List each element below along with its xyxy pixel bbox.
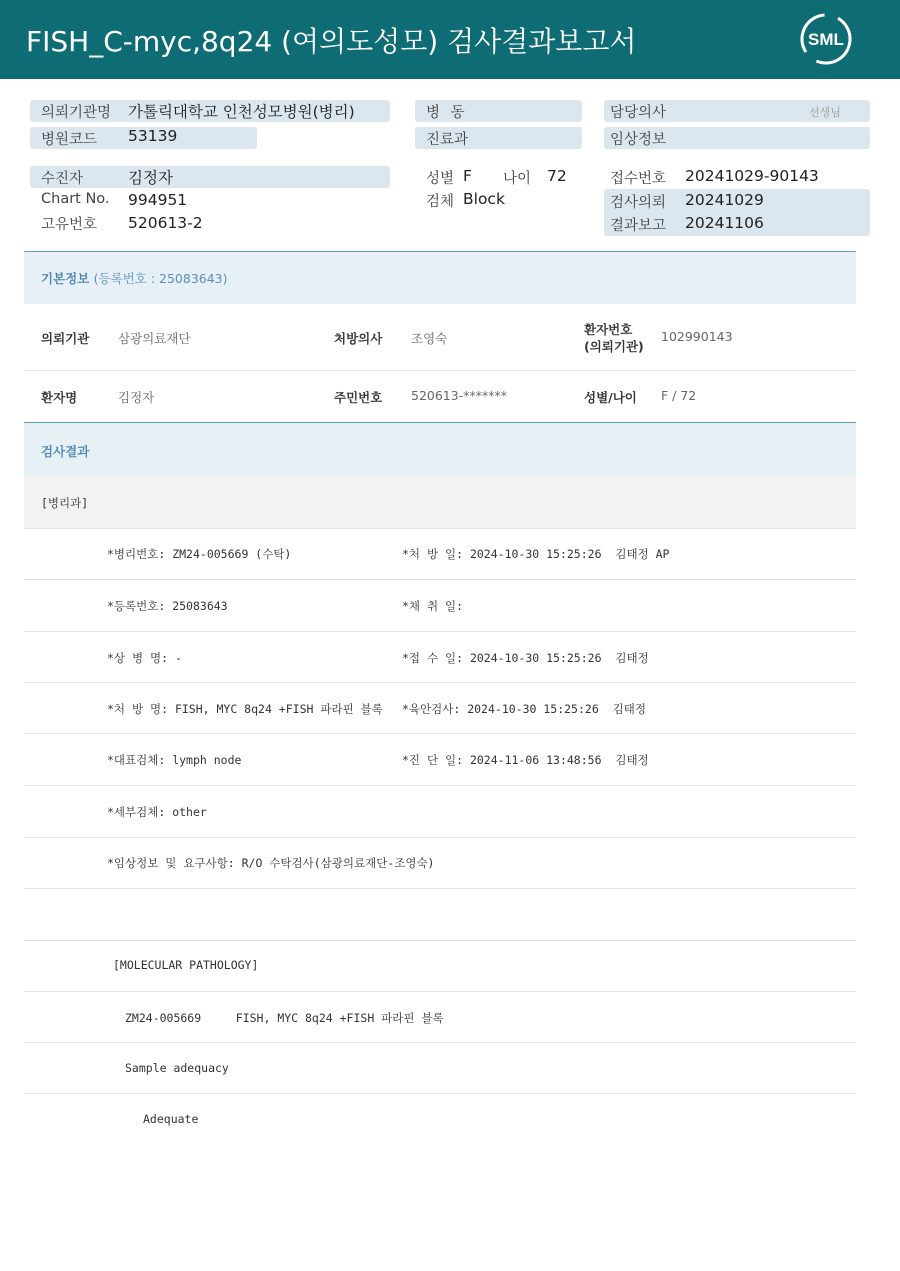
divider — [24, 1093, 856, 1094]
test-request-value: 20241029 — [685, 191, 764, 209]
age-label: 나이 — [503, 171, 532, 187]
receipt-label: 접수번호 — [610, 171, 667, 187]
specimen-label: 검체 — [426, 194, 455, 210]
sample-adequacy-label: Sample adequacy — [125, 1061, 229, 1075]
clinical-label: 임상정보 — [610, 132, 667, 148]
divider — [24, 888, 856, 889]
request-org-label: 의뢰기관명 — [41, 105, 112, 121]
prescriber-label: 처방의사 — [334, 331, 383, 346]
molecular-title: [MOLECULAR PATHOLOGY] — [113, 958, 259, 972]
hospital-code-value: 53139 — [128, 127, 178, 145]
patient-pill — [30, 166, 390, 188]
divider — [24, 370, 856, 371]
result-row-left: *상 병 명: - — [107, 651, 182, 665]
result-row-right: *육안검사: 2024-10-30 15:25:26 김태정 — [402, 702, 646, 716]
result-row-left: *대표검체: lymph node — [107, 753, 242, 767]
section-band — [24, 476, 856, 528]
patient-label: 수진자 — [41, 171, 84, 187]
chart-label: Chart No. — [41, 191, 110, 207]
result-row-left: *세부검체: other — [107, 805, 207, 819]
test-request-label: 검사의뢰 — [610, 195, 667, 211]
basic-info-title-text: 기본정보 — [41, 271, 90, 286]
request-org-value: 가톨릭대학교 인천성모병원(병리) — [128, 103, 355, 121]
result-report-label: 결과보고 — [610, 218, 667, 234]
name-value: 김정자 — [118, 390, 155, 405]
patno-value: 102990143 — [661, 329, 733, 344]
results-title: 검사결과 — [41, 444, 90, 459]
divider — [24, 631, 856, 632]
report-title: FISH_C-myc,8q24 (여의도성모) 검사결과보고서 — [26, 25, 637, 58]
divider — [24, 1042, 856, 1043]
sexage-label: 성별/나이 — [584, 390, 637, 405]
prescriber-value: 조영숙 — [411, 331, 448, 346]
result-row-right: *진 단 일: 2024-11-06 13:48:56 김태정 — [402, 753, 649, 767]
unique-label: 고유번호 — [41, 217, 98, 233]
divider — [24, 940, 856, 941]
molecular-line: ZM24-005669 FISH, MYC 8q24 +FISH 파라핀 블록 — [125, 1011, 444, 1025]
result-row-left: *병리번호: ZM24-005669 (수탁) — [107, 547, 292, 561]
logo-text: SML — [808, 30, 844, 49]
ward-label: 병 동 — [426, 105, 465, 121]
patient-value: 김정자 — [128, 169, 173, 187]
age-value: 72 — [547, 167, 567, 185]
divider — [24, 528, 856, 529]
sex-label: 성별 — [426, 171, 455, 187]
result-row-left: *임상정보 및 요구사항: R/O 수탁검사(삼광의료재단-조영숙) — [107, 856, 435, 870]
id-label: 주민번호 — [334, 390, 383, 405]
result-row-right: *접 수 일: 2024-10-30 15:25:26 김태정 — [402, 651, 649, 665]
sexage-value: F / 72 — [661, 388, 697, 403]
registration-number: (등록번호 : 25083643) — [93, 271, 228, 286]
divider — [24, 579, 856, 580]
name-label: 환자명 — [41, 390, 78, 405]
org-value: 삼광의료재단 — [118, 331, 191, 346]
result-report-value: 20241106 — [685, 214, 764, 232]
result-row-left: *등록번호: 25083643 — [107, 599, 228, 613]
dept-label: 진료과 — [426, 132, 469, 148]
patno-label-line1: 환자번호 — [584, 322, 633, 337]
result-row-right: *처 방 일: 2024-10-30 15:25:26 김태정 AP — [402, 547, 670, 561]
section-label: [병리과] — [41, 496, 89, 510]
unique-value: 520613-2 — [128, 214, 203, 232]
sml-logo — [798, 12, 854, 66]
basic-info-title — [41, 269, 228, 287]
report-header — [0, 0, 900, 79]
doctor-label: 담당의사 — [610, 105, 667, 121]
specimen-value: Block — [463, 190, 505, 208]
divider — [24, 785, 856, 786]
divider — [24, 733, 856, 734]
hospital-code-label: 병원코드 — [41, 132, 98, 148]
org-label: 의뢰기관 — [41, 331, 90, 346]
divider — [24, 682, 856, 683]
id-value: 520613-******* — [411, 388, 507, 403]
adequate-value: Adequate — [143, 1112, 199, 1126]
doctor-suffix: 선생님 — [809, 106, 841, 119]
chart-value: 994951 — [128, 191, 188, 209]
patno-label-line2: (의뢰기관) — [584, 339, 644, 354]
results-header — [24, 422, 856, 476]
divider — [24, 991, 856, 992]
result-row-left: *처 방 명: FISH, MYC 8q24 +FISH 파라핀 블록 — [107, 702, 383, 716]
sex-value: F — [463, 167, 472, 185]
receipt-value: 20241029-90143 — [685, 167, 819, 185]
divider — [24, 837, 856, 838]
result-row-right: *채 취 일: — [402, 599, 464, 613]
